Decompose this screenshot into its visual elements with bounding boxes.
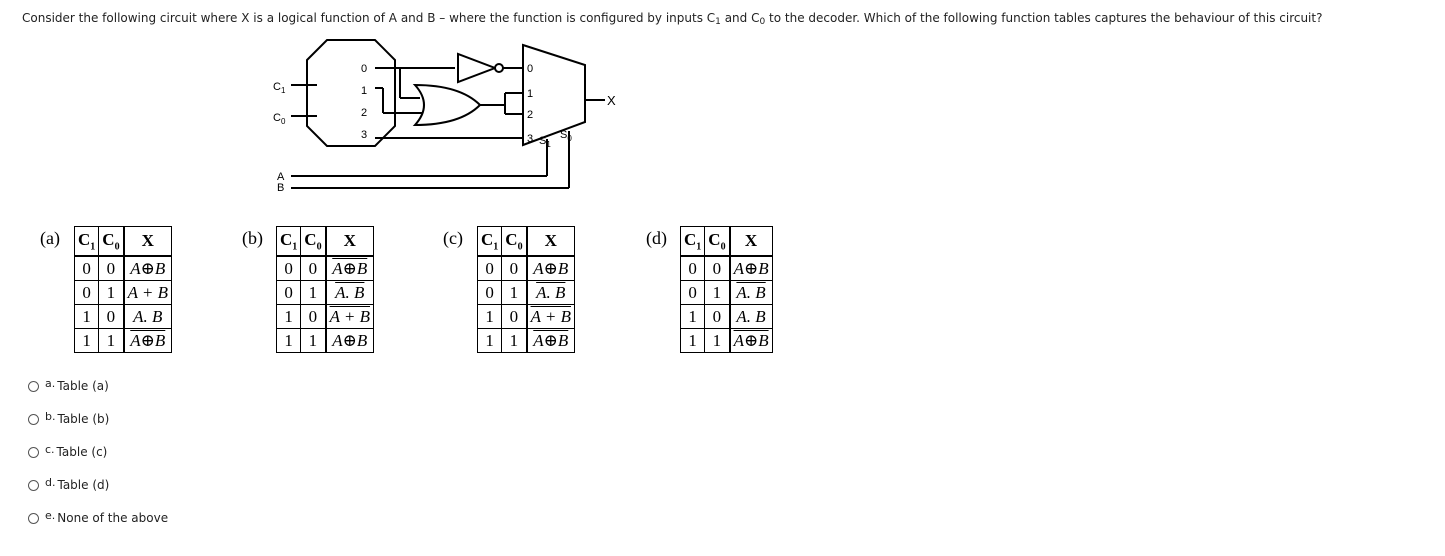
- table-label: (c): [443, 228, 463, 248]
- cell-c0: 1: [99, 281, 124, 305]
- cell-x: [124, 329, 172, 353]
- cell-c1: 0: [681, 281, 705, 305]
- cell-x: [730, 256, 773, 281]
- table-row: [75, 281, 172, 305]
- expression: A⊕B: [130, 258, 166, 278]
- or-gate: [415, 85, 480, 125]
- truth-table: [74, 226, 172, 353]
- expression: A. B: [536, 282, 566, 302]
- cell-x: [326, 256, 374, 281]
- cell-x: [124, 256, 172, 281]
- header-c1: $C_1$: [277, 227, 301, 257]
- radio-icon[interactable]: [28, 414, 39, 425]
- cell-c0: 1: [301, 329, 326, 353]
- cell-c1: 1: [277, 329, 301, 353]
- cell-c0: 0: [99, 305, 124, 329]
- header-c0: $C_0$: [301, 227, 326, 257]
- decoder-output-1: 1: [361, 85, 368, 97]
- cell-c1: 0: [277, 281, 301, 305]
- circuit-diagram: [255, 38, 635, 198]
- mux-input-1: 1: [527, 88, 534, 100]
- expression: A⊕B: [733, 330, 769, 350]
- option-b[interactable]: [28, 409, 288, 429]
- cell-c1: 1: [681, 305, 705, 329]
- cell-x: [124, 305, 172, 329]
- table-header-row: [478, 227, 575, 257]
- mux-input-2: 2: [527, 109, 534, 121]
- cell-c0: 0: [502, 256, 527, 281]
- table-row: [277, 329, 374, 353]
- question-part1: Consider the following circuit where X is a logical function of A and B – where the function is configured by inputs C: [22, 11, 716, 25]
- cell-c1: 0: [277, 256, 301, 281]
- header-c0: $C_0$: [99, 227, 124, 257]
- truth-table: [477, 226, 575, 353]
- cell-c0: 1: [502, 281, 527, 305]
- header-x: X: [326, 227, 374, 257]
- radio-icon[interactable]: [28, 513, 39, 524]
- table-row: [478, 281, 575, 305]
- cell-x: [527, 329, 575, 353]
- cell-c1: 1: [478, 305, 502, 329]
- expression: A⊕B: [332, 258, 368, 278]
- radio-icon[interactable]: [28, 447, 39, 458]
- radio-icon[interactable]: [28, 381, 39, 392]
- cell-c1: 1: [681, 329, 705, 353]
- cell-c0: 1: [705, 281, 730, 305]
- cell-c0: 0: [705, 256, 730, 281]
- question-sub0: 0: [759, 17, 766, 27]
- decoder-output-0: 0: [361, 63, 368, 75]
- decoder-output-3: 3: [361, 129, 368, 141]
- cell-c0: 0: [301, 256, 326, 281]
- table-header-row: [681, 227, 773, 257]
- table-row: [478, 329, 575, 353]
- header-x: X: [730, 227, 773, 257]
- expression: A⊕B: [533, 258, 569, 278]
- option-letter: e.: [45, 508, 56, 522]
- table-label: (a): [40, 228, 60, 248]
- header-x: X: [124, 227, 172, 257]
- table-row: [277, 256, 374, 281]
- cell-x: [527, 305, 575, 329]
- cell-x: [527, 256, 575, 281]
- cell-c0: 0: [301, 305, 326, 329]
- expression: A⊕B: [733, 258, 769, 278]
- truth-table: [276, 226, 374, 353]
- table-row: [478, 305, 575, 329]
- header-c1: $C_1$: [75, 227, 99, 257]
- table-label: (b): [242, 228, 263, 248]
- option-a[interactable]: [28, 376, 288, 396]
- expression: A⊕B: [332, 330, 368, 350]
- expression: A. B: [133, 306, 163, 326]
- table-row: [75, 256, 172, 281]
- cell-c1: 0: [681, 256, 705, 281]
- table-header-row: [277, 227, 374, 257]
- table-row: [681, 281, 773, 305]
- question-sub1: 1: [715, 17, 721, 27]
- table-header-row: [75, 227, 172, 257]
- question-part3: to the decoder. Which of the following function tables captures the behaviour of this circuit?: [765, 11, 1323, 25]
- table-row: [277, 305, 374, 329]
- cell-c1: 0: [75, 256, 99, 281]
- cell-c1: 1: [75, 329, 99, 353]
- truth-table: [680, 226, 773, 353]
- table-row: [75, 305, 172, 329]
- cell-c0: 0: [705, 305, 730, 329]
- cell-x: [326, 281, 374, 305]
- cell-c0: 1: [301, 281, 326, 305]
- expression: A. B: [335, 282, 365, 302]
- table-row: [681, 329, 773, 353]
- table-row: [478, 256, 575, 281]
- option-text: Table (a): [57, 379, 109, 393]
- question-text: [22, 10, 1422, 28]
- option-letter: a.: [45, 376, 56, 390]
- decoder-output-2: 2: [361, 107, 368, 119]
- expression: A. B: [736, 306, 766, 326]
- option-letter: d.: [45, 475, 56, 489]
- option-d[interactable]: [28, 475, 288, 495]
- expression: A + B: [530, 306, 571, 326]
- radio-icon[interactable]: [28, 480, 39, 491]
- cell-c0: 1: [502, 329, 527, 353]
- cell-c1: 0: [75, 281, 99, 305]
- cell-c1: 0: [478, 256, 502, 281]
- cell-x: [730, 329, 773, 353]
- input-c1-label: $C_1$: [273, 81, 286, 95]
- header-c0: $C_0$: [502, 227, 527, 257]
- option-letter: c.: [45, 442, 55, 456]
- input-b-label: B: [277, 182, 285, 194]
- cell-c0: 1: [705, 329, 730, 353]
- option-letter: b.: [45, 409, 56, 423]
- header-c1: $C_1$: [681, 227, 705, 257]
- table-row: [681, 256, 773, 281]
- cell-x: [326, 305, 374, 329]
- option-text: Table (d): [57, 478, 110, 492]
- table-label: (d): [646, 228, 667, 248]
- question-part2: and C: [720, 11, 760, 25]
- option-e[interactable]: [28, 508, 288, 528]
- cell-c1: 0: [478, 281, 502, 305]
- option-text: Table (c): [56, 445, 108, 459]
- not-gate: [458, 54, 495, 82]
- header-c1: $C_1$: [478, 227, 502, 257]
- input-a-label: A: [277, 171, 285, 183]
- cell-c0: 0: [502, 305, 527, 329]
- option-text: None of the above: [57, 511, 169, 525]
- cell-c1: 1: [478, 329, 502, 353]
- cell-c0: 1: [99, 329, 124, 353]
- expression: A⊕B: [533, 330, 569, 350]
- option-c[interactable]: [28, 442, 288, 462]
- input-c0-label: $C_0$: [273, 112, 286, 126]
- option-text: Table (b): [57, 412, 110, 426]
- expression: A⊕B: [130, 330, 166, 350]
- cell-c1: 1: [75, 305, 99, 329]
- cell-x: [124, 281, 172, 305]
- output-x-label: X: [607, 93, 616, 108]
- expression: A + B: [329, 306, 370, 326]
- mux-input-0: 0: [527, 63, 534, 75]
- cell-c0: 0: [99, 256, 124, 281]
- expression: A + B: [127, 282, 168, 302]
- table-row: [681, 305, 773, 329]
- cell-x: [730, 281, 773, 305]
- mux-select-s1: $S_1$: [539, 135, 551, 149]
- mux-select-s0: $S_0$: [560, 129, 572, 143]
- cell-c1: 1: [277, 305, 301, 329]
- decoder-shape: [307, 40, 395, 146]
- cell-x: [527, 281, 575, 305]
- cell-x: [326, 329, 374, 353]
- cell-x: [730, 305, 773, 329]
- table-row: [75, 329, 172, 353]
- expression: A. B: [736, 282, 766, 302]
- mux-input-3: 3: [527, 133, 534, 145]
- header-x: X: [527, 227, 575, 257]
- table-row: [277, 281, 374, 305]
- header-c0: $C_0$: [705, 227, 730, 257]
